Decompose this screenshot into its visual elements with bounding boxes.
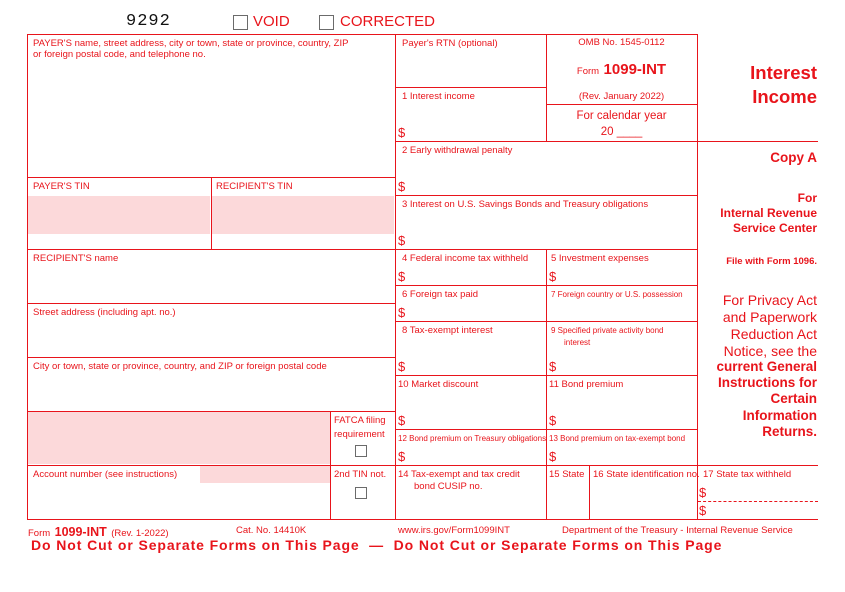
box9-label-2: interest: [564, 338, 591, 347]
title-income: Income: [752, 86, 817, 107]
privacy-line-8: Information: [742, 408, 817, 423]
copy-label: Copy A: [770, 150, 817, 165]
grid-line: [27, 303, 396, 304]
grid-line: [395, 34, 396, 519]
recipient-name-label: RECIPIENT'S name: [33, 253, 119, 264]
rtn-label: Payer's RTN (optional): [402, 38, 498, 49]
form-code: 9292: [126, 12, 171, 31]
privacy-line-9: Returns.: [762, 424, 817, 439]
box6-dollar[interactable]: $: [398, 305, 406, 320]
grid-line: [546, 249, 547, 519]
box9-label-1: 9 Specified private activity bond: [551, 326, 664, 335]
void-checkbox[interactable]: [233, 15, 248, 30]
grid-line: [27, 249, 698, 250]
box11-label: 11 Bond premium: [549, 379, 624, 390]
grid-line: [589, 465, 590, 519]
box14-label-2: bond CUSIP no.: [414, 481, 483, 492]
void-label: VOID: [253, 13, 290, 30]
fatca-label-2: requirement: [334, 429, 385, 440]
grid-line: [395, 195, 698, 196]
form-name: 1099-INT: [603, 61, 667, 78]
privacy-line-5: current General: [716, 359, 817, 374]
box1-dollar[interactable]: $: [398, 125, 406, 140]
box9-dollar[interactable]: $: [549, 359, 557, 374]
box4-label: 4 Federal income tax withheld: [402, 253, 529, 264]
grid-line: [395, 429, 698, 430]
box3-label: 3 Interest on U.S. Savings Bonds and Treasury obligations: [402, 199, 649, 210]
dashed-divider: [698, 501, 818, 502]
box11-dollar[interactable]: $: [549, 413, 557, 428]
box1-label: 1 Interest income: [402, 91, 475, 102]
box2-dollar[interactable]: $: [398, 179, 406, 194]
irs-label: Internal Revenue: [720, 206, 817, 220]
box17-label: 17 State tax withheld: [703, 469, 792, 480]
box2-label: 2 Early withdrawal penalty: [402, 145, 513, 156]
box5-label: 5 Investment expenses: [551, 253, 649, 264]
box7-label: 7 Foreign country or U.S. possession: [551, 290, 683, 299]
footer-cat: Cat. No. 14410K: [236, 525, 307, 536]
box4-dollar[interactable]: $: [398, 269, 406, 284]
recipient-tin-field[interactable]: [212, 196, 394, 234]
corrected-checkbox[interactable]: [319, 15, 334, 30]
grid-line: [27, 34, 698, 35]
grid-line: [27, 34, 28, 519]
footer-url: www.irs.gov/Form1099INT: [398, 525, 510, 536]
street-label: Street address (including apt. no.): [33, 307, 176, 318]
grid-line: [211, 177, 212, 250]
box5-dollar[interactable]: $: [549, 269, 557, 284]
grid-line: [395, 285, 698, 286]
grid-line: [27, 465, 818, 466]
grid-line: [27, 177, 396, 178]
form-title-line: [546, 61, 697, 79]
city-label: City or town, state or province, country, and ZIP or foreign postal code: [33, 361, 327, 372]
box3-dollar[interactable]: $: [398, 233, 406, 248]
grid-line: [27, 411, 396, 412]
payer-tin-label: PAYER'S TIN: [33, 181, 90, 192]
grid-line: [395, 375, 698, 376]
privacy-line-3: Reduction Act: [730, 326, 817, 342]
omb-number: OMB No. 1545-0112: [578, 37, 665, 48]
box12-label: 12 Bond premium on Treasury obligations: [398, 434, 547, 443]
recipient-tin-label: RECIPIENT'S TIN: [216, 181, 293, 192]
tin-not-label: 2nd TIN not.: [334, 469, 387, 480]
box17-dollar-1[interactable]: $: [699, 485, 707, 500]
for-label: For: [797, 191, 817, 205]
corrected-label: CORRECTED: [340, 13, 436, 30]
grid-line: [697, 34, 698, 141]
calendar-year-label: For calendar year: [576, 110, 667, 122]
box8-dollar[interactable]: $: [398, 359, 406, 374]
service-center-label: Service Center: [732, 221, 817, 235]
payer-name-label-2: or foreign postal code, and telephone no.: [33, 49, 206, 60]
footer-rev: (Rev. 1-2022): [111, 528, 169, 539]
box16-label: 16 State identification no.: [593, 469, 700, 480]
privacy-line-2: and Paperwork: [722, 309, 817, 325]
footer-dept: Department of the Treasury - Internal Revenue Service: [562, 525, 793, 536]
box17-dollar-2[interactable]: $: [699, 503, 707, 518]
footer-form-prefix: Form: [28, 528, 51, 539]
privacy-line-7: Certain: [770, 391, 817, 406]
fatca-label-1: FATCA filing: [334, 415, 386, 426]
title-interest: Interest: [750, 62, 817, 83]
box10-dollar[interactable]: $: [398, 413, 406, 428]
box8-label: 8 Tax-exempt interest: [402, 325, 493, 336]
year-field[interactable]: 20 ____: [600, 126, 643, 138]
tin-not-checkbox[interactable]: [355, 487, 367, 499]
cut-warning: Do Not Cut or Separate Forms on This Page — Do Not Cut or Separate Forms on This Page: [31, 537, 723, 553]
grid-line: [27, 519, 818, 520]
box15-label: 15 State: [549, 469, 585, 480]
privacy-line-1: For Privacy Act: [722, 292, 817, 308]
grid-line: [395, 321, 698, 322]
box12-dollar[interactable]: $: [398, 449, 406, 464]
recipient-extra-shaded: [28, 412, 330, 464]
box13-dollar[interactable]: $: [549, 449, 557, 464]
account-label: Account number (see instructions): [33, 469, 178, 480]
file-with-label: File with Form 1096.: [726, 256, 817, 267]
privacy-line-6: Instructions for: [717, 375, 817, 390]
grid-line: [395, 87, 547, 88]
box10-label: 10 Market discount: [398, 379, 479, 390]
grid-line: [697, 141, 698, 519]
privacy-line-4: Notice, see the: [723, 343, 817, 359]
form-revision: (Rev. January 2022): [578, 91, 665, 102]
box13-label: 13 Bond premium on tax-exempt bond: [549, 434, 686, 443]
footer-form-name: 1099-INT: [54, 525, 107, 539]
box14-label-1: 14 Tax-exempt and tax credit: [398, 469, 520, 480]
payer-tin-field[interactable]: [28, 196, 210, 234]
grid-line: [546, 104, 698, 105]
form-prefix: Form: [576, 66, 600, 77]
payer-name-label-1: PAYER'S name, street address, city or town, state or province, country, ZIP: [33, 38, 349, 49]
fatca-checkbox[interactable]: [355, 445, 367, 457]
grid-line: [395, 141, 818, 142]
grid-line: [27, 357, 396, 358]
account-number-field[interactable]: [200, 465, 330, 483]
box6-label: 6 Foreign tax paid: [402, 289, 479, 300]
